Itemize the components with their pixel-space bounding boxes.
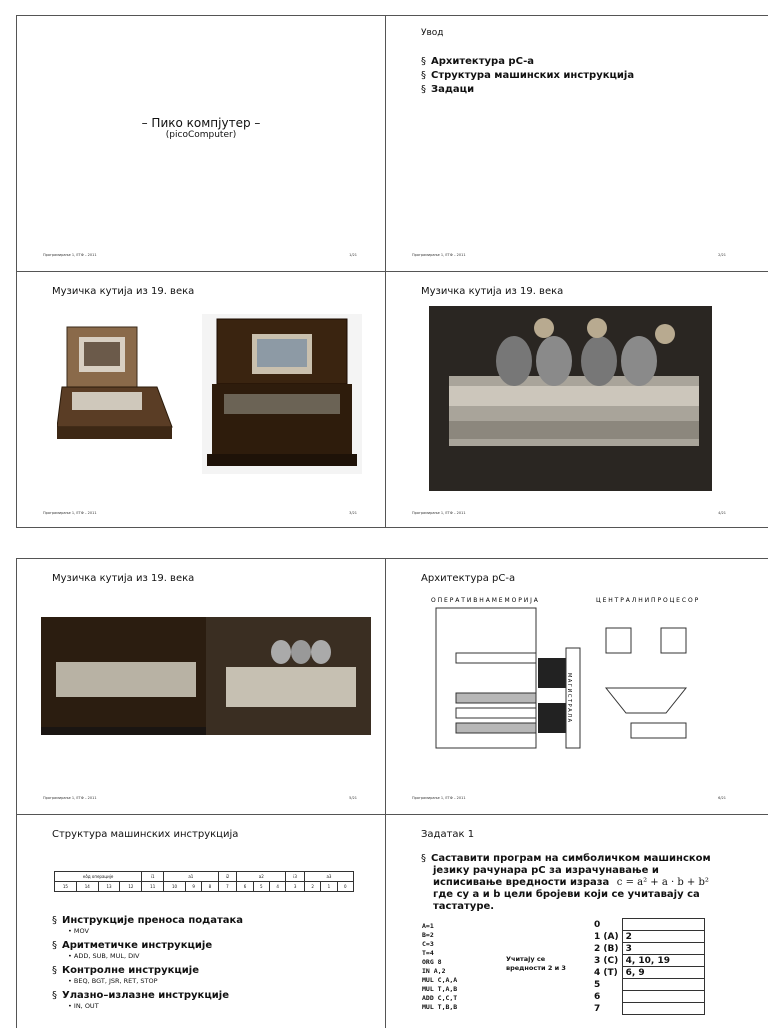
music-box-photo-open bbox=[57, 317, 177, 447]
slide-title: Задатак 1 bbox=[421, 829, 475, 840]
section-icon: § bbox=[52, 915, 57, 926]
slide-title: Музичка кутија из 19. века bbox=[421, 286, 564, 297]
slide-title: Увод bbox=[421, 28, 444, 38]
bus-label: М А Г И С Т Р А Л А bbox=[566, 673, 572, 722]
footer: Програмирање 1, ЕТФ – 2011 bbox=[43, 253, 97, 257]
slide-5 bbox=[17, 559, 385, 814]
group-heading: § Улазно–излазне инструкције bbox=[52, 990, 229, 1001]
bullet-item: § Архитектура pC-a bbox=[421, 56, 535, 67]
task-text: § Саставити програм на симболичком машинском језику рачунара pC за израчунавање и исписивање вредности израза c = a² + a · b + b² где су a и b цели бројеви који се учитавају са тастатуре. bbox=[421, 853, 711, 912]
instruction-format-table bbox=[54, 871, 354, 892]
group-items: • MOV bbox=[68, 927, 89, 935]
group-heading: § Аритметичке инструкције bbox=[52, 940, 213, 951]
group-items: • ADD, SUB, MUL, DIV bbox=[68, 952, 140, 960]
footer: Програмирање 1, ЕТФ – 2011 bbox=[412, 511, 466, 515]
music-box-interior-photo bbox=[41, 617, 371, 735]
page-number: 2/21 bbox=[718, 253, 726, 257]
cpu-label: Ц Е Н Т Р А Л Н И П Р О Ц Е С О Р bbox=[596, 597, 699, 604]
footer: Програмирање 1, ЕТФ – 2011 bbox=[43, 511, 97, 515]
memory-table: 0 1 (A) 2 2 (B) 3 3 (C) 4, 10, 19 4 (T) 6, 9 5 6 7 bbox=[591, 918, 705, 1015]
page-number: 5/21 bbox=[349, 796, 357, 800]
group-items: • IN, OUT bbox=[68, 1002, 99, 1010]
format-header-row: кôд операције i1 a1 i2 a2 i3 a3 bbox=[55, 872, 354, 882]
handout-sheet-2 bbox=[16, 558, 768, 1028]
slide-title: Структура машинских инструкција bbox=[52, 829, 239, 840]
section-icon: § bbox=[421, 84, 426, 95]
slide-6 bbox=[386, 559, 754, 814]
slide-1 bbox=[17, 16, 385, 271]
slide-title: Музичка кутија из 19. века bbox=[52, 573, 195, 584]
group-heading: § Контролне инструкције bbox=[52, 965, 200, 976]
page-number: 3/21 bbox=[349, 511, 357, 515]
footer: Програмирање 1, ЕТФ – 2011 bbox=[412, 253, 466, 257]
slide-2 bbox=[386, 16, 754, 271]
group-items: • BEQ, BGT, JSR, RET, STOP bbox=[68, 977, 158, 985]
slide-title: – Пико компјутер – bbox=[141, 116, 261, 130]
music-box-photo-large bbox=[202, 314, 362, 474]
input-note: Учитају се вредности 2 и 3 bbox=[506, 955, 566, 972]
bit-row: 15 14 13 12 11 10 9 8 7 6 5 4 3 2 1 0 bbox=[55, 882, 354, 892]
page-number: 1/21 bbox=[349, 253, 357, 257]
assembly-code: A=1 B=2 C=3 T=4 ORG 8 IN A,2 MUL C,A,A MUL T,A,B ADD C,C,T MUL T,B,B bbox=[422, 922, 458, 1011]
group-heading: § Инструкције преноса података bbox=[52, 915, 244, 926]
architecture-diagram bbox=[426, 593, 726, 779]
page-number: 4/21 bbox=[718, 511, 726, 515]
slide-7 bbox=[17, 815, 385, 1029]
page-number: 6/21 bbox=[718, 796, 726, 800]
footer: Програмирање 1, ЕТФ – 2011 bbox=[43, 796, 97, 800]
music-box-mechanism-photo bbox=[429, 306, 712, 491]
memory-label: О П Е Р А Т И В Н А М Е М О Р И Ј А bbox=[431, 597, 538, 604]
section-icon: § bbox=[52, 965, 57, 976]
instruction-groups bbox=[52, 915, 243, 1015]
section-icon: § bbox=[52, 990, 57, 1001]
slide-title: Музичка кутија из 19. века bbox=[52, 286, 195, 297]
section-icon: § bbox=[421, 853, 426, 864]
slide-3 bbox=[17, 272, 385, 529]
section-icon: § bbox=[421, 56, 426, 67]
footer: Програмирање 1, ЕТФ – 2011 bbox=[412, 796, 466, 800]
slide-title: Архитектура pC-a bbox=[421, 573, 516, 584]
formula: c = a² + a · b + b² bbox=[616, 877, 709, 888]
bullet-item: § Задаци bbox=[421, 84, 475, 95]
slide-subtitle: (picoComputer) bbox=[165, 130, 237, 140]
section-icon: § bbox=[421, 70, 426, 81]
handout-sheet-1 bbox=[16, 15, 768, 528]
bullet-list bbox=[421, 56, 634, 98]
slide-8 bbox=[386, 815, 754, 1029]
slide-4 bbox=[386, 272, 754, 529]
bullet-item: § Структура машинских инструкција bbox=[421, 70, 635, 81]
section-icon: § bbox=[52, 940, 57, 951]
